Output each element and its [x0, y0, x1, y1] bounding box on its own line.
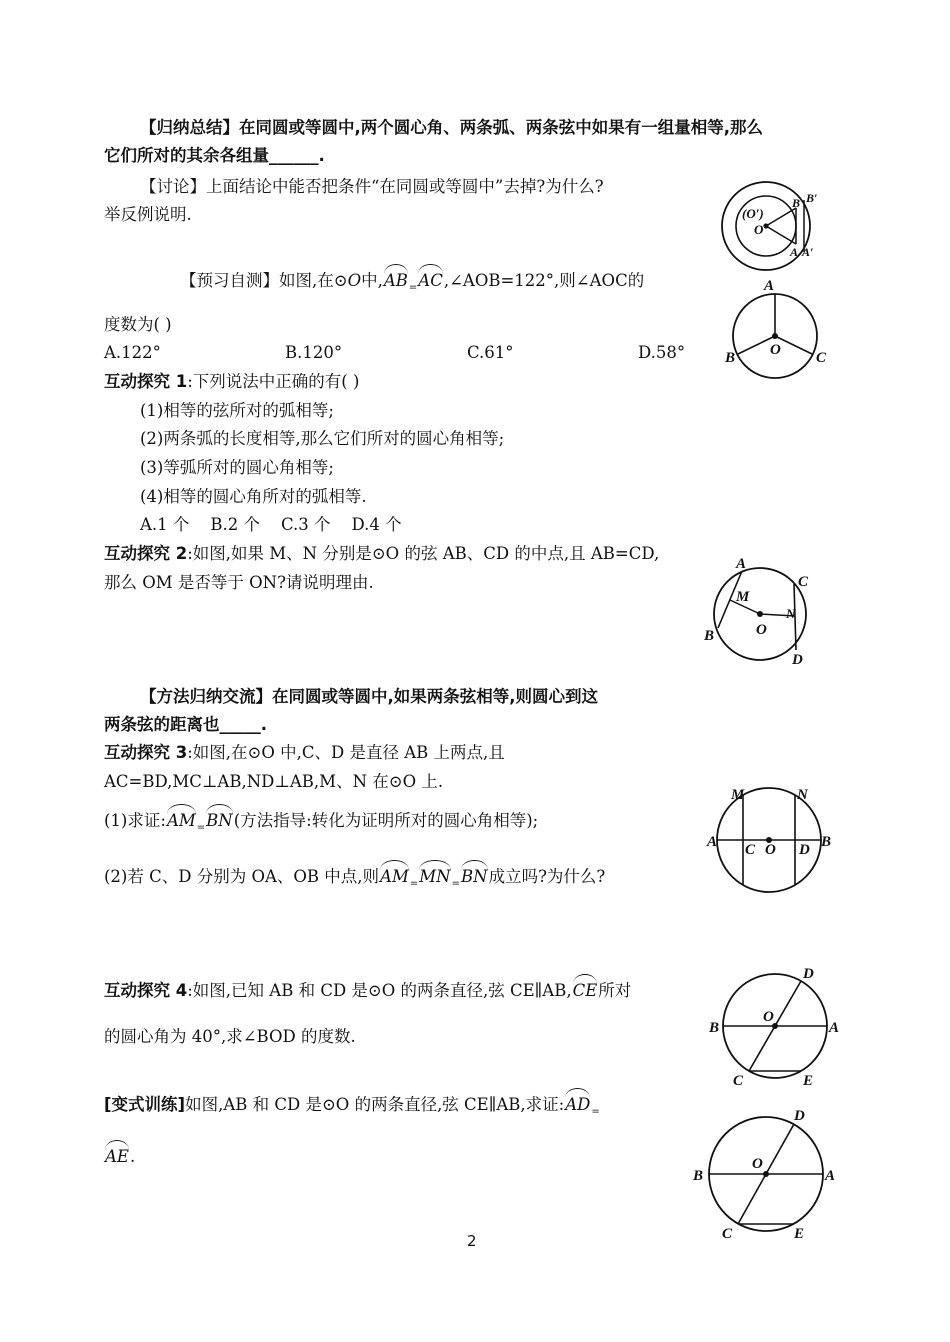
explore1-item2: (2)两条弧的长度相等,那么它们所对的圆心角相等;: [140, 429, 505, 448]
svg-text:A: A: [825, 1168, 836, 1184]
method-line2: 两条弦的距离也_____.: [104, 715, 268, 734]
svg-text:A: A: [736, 556, 747, 572]
svg-text:C: C: [798, 574, 809, 590]
explore2-line1: 互动探究 2:如图,如果 M、N 分别是⊙O 的弦 AB、CD 的中点,且 AB=CD,: [104, 544, 660, 563]
variant-line1: [变式训练]如图,AB 和 CD 是⊙O 的两条直径,弦 CE∥AB,求证$:AD_=$: [104, 1090, 600, 1123]
explore3-q2: (2)若 C、D 分别为 OA、OB 中点,则$AM_=MN_=BN$成立吗?为什么?: [104, 862, 605, 895]
svg-text:B′: B′: [806, 191, 818, 205]
variant-line2: AE.: [104, 1142, 135, 1168]
self-test-line2: 度数为( ): [104, 315, 172, 334]
svg-text:N: N: [786, 606, 796, 621]
svg-text:C: C: [733, 1073, 744, 1089]
svg-text:N: N: [797, 787, 808, 803]
summary-line2: 它们所对的其余各组量______.: [104, 146, 325, 165]
figure-chords-midpoints: [700, 556, 820, 671]
svg-text:C: C: [745, 842, 756, 858]
svg-text:C: C: [816, 350, 827, 366]
label-o-prime: (O′): [742, 206, 764, 221]
svg-text:O: O: [765, 842, 776, 858]
explore2-line2: 那么 OM 是否等于 ON?请说明理由.: [104, 573, 374, 592]
arc-ab: AB: [384, 266, 408, 292]
figure-three-radii: [720, 276, 835, 376]
explore3-line1: 互动探究 3:如图,在⊙O 中,C、D 是直径 AB 上两点,且: [104, 743, 505, 762]
svg-text:A: A: [764, 278, 775, 294]
discussion-line2: 举反例说明.: [104, 205, 192, 224]
svg-text:M: M: [731, 787, 745, 803]
arc-ac: AC: [418, 266, 443, 292]
svg-text:E: E: [794, 1226, 805, 1242]
option-c: C.61°: [467, 343, 514, 362]
figure-perpendiculars: [705, 786, 835, 891]
svg-text:B: B: [821, 834, 832, 850]
svg-text:D: D: [794, 1108, 805, 1124]
page-number: 2: [467, 1232, 477, 1250]
summary-line1: 【归纳总结】在同圆或等圆中,两个圆心角、两条弧、两条弦中如果有一组量相等,那么: [140, 118, 764, 137]
svg-text:D: D: [803, 966, 814, 982]
discussion-line1: 【讨论】上面结论中能否把条件“在同圆或等圆中”去掉?为什么?: [140, 177, 604, 196]
summary-label: 【归纳总结】: [140, 118, 239, 137]
svg-text:D: D: [792, 652, 803, 668]
svg-text:O: O: [756, 622, 767, 638]
svg-text:C: C: [722, 1226, 733, 1242]
svg-text:B: B: [709, 1020, 720, 1036]
figure-diameters-chord-2: [690, 1106, 840, 1241]
explore1-item1: (1)相等的弦所对的弧相等;: [140, 401, 334, 420]
explore4-line2: 的圆心角为 40°,求∠BOD 的度数.: [104, 1027, 356, 1046]
self-test-line1: 【预习自测】如图,在⊙O中$,AB_=AC,\angle AOB=122^\circ$,则∠AOC的: [180, 266, 644, 299]
svg-text:A: A: [790, 245, 799, 259]
option-d: D.58°: [638, 343, 686, 362]
svg-text:O: O: [763, 1009, 774, 1025]
svg-text:M: M: [736, 589, 750, 605]
explore1-item3: (3)等弧所对的圆心角相等;: [140, 458, 334, 477]
option-a: A.122°: [104, 343, 161, 362]
explore3-line2: AC=BD,MC⊥AB,ND⊥AB,M、N 在⊙O 上.: [104, 772, 444, 791]
explore1-item4: (4)相等的圆心角所对的弧相等.: [140, 487, 367, 506]
svg-text:O: O: [752, 1156, 763, 1172]
svg-text:D: D: [799, 842, 810, 858]
svg-text:B: B: [725, 350, 736, 366]
svg-text:B: B: [792, 196, 801, 210]
method-line1: 【方法归纳交流】在同圆或等圆中,如果两条弦相等,则圆心到这: [140, 687, 599, 706]
svg-text:O: O: [754, 222, 764, 237]
svg-text:B: B: [693, 1168, 704, 1184]
svg-text:A′: A′: [802, 245, 814, 259]
svg-text:A: A: [707, 834, 718, 850]
svg-text:A: A: [829, 1020, 840, 1036]
svg-text:O: O: [770, 342, 781, 358]
figure-concentric-circles: [720, 176, 830, 276]
svg-text:B: B: [704, 628, 715, 644]
option-b: B.120°: [285, 343, 343, 362]
explore1-options: A.1 个 B.2 个 C.3 个 D.4 个: [140, 515, 402, 534]
explore1-title: 互动探究 1:下列说法中正确的有( ): [104, 372, 360, 391]
explore3-q1: (1)求证$:AM_=BN$(方法指导:转化为证明所对的圆心角相等);: [104, 806, 538, 839]
explore4-line1: 互动探究 4:如图,已知 AB 和 CD 是⊙O 的两条直径,弦 CE∥AB,CE所对: [104, 976, 631, 1002]
svg-text:E: E: [803, 1073, 814, 1089]
figure-diameters-chord-1: [705, 964, 845, 1089]
